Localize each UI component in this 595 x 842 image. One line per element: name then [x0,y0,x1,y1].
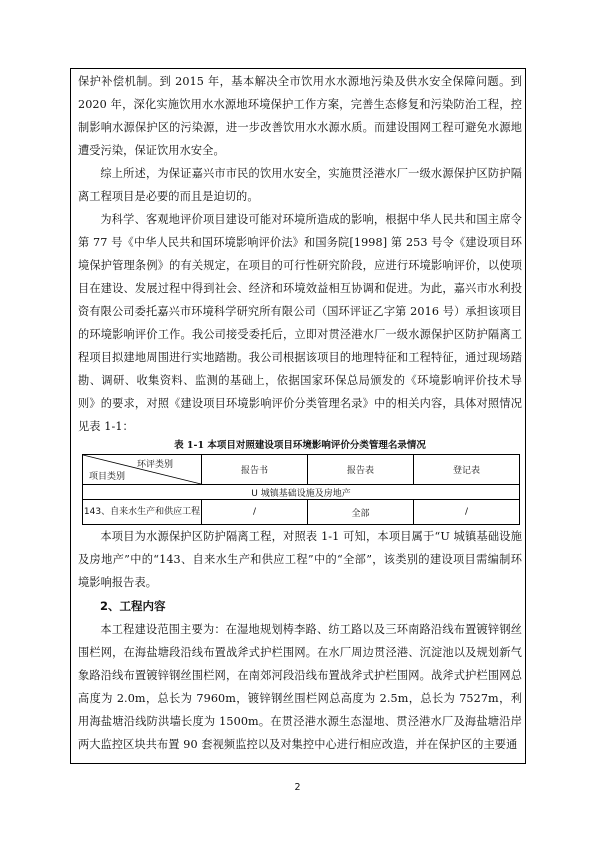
table-caption: 表 1-1 本项目对照建设项目环境影响评价分类管理名录情况 [174,440,426,451]
corner-label-top: 环评类别 [136,460,173,470]
table-item-name: 143、自来水生产和供应工程 [83,500,202,525]
table-header-row [83,455,520,485]
table-category-cell: U 城镇基础设施及房地产 [83,485,520,500]
table-row [83,500,520,525]
paragraph: 本工程建设范围主要为：在湿地规划梼李路、纺工路以及三环南路沿线布置镀锌钢丝围栏网，在海盐塘段沿线布置战斧式护栏围网。在水厂周边贯泾港、沉淀池以及规划新气象路沿线布置镀锌钢丝围栏网，在南郊河段沿线布置战斧式护栏围网。战斧式护栏围网总高度为 2.0m，总长为 7960m，镀锌钢丝围栏网总高度为 2.5m，总长为 7527m，利用海盐塘沿线防洪墙长度为 1500m。在贯泾港水源生态湿地、贯泾港水厂及海盐塘沿岸两大监控区块共布置 90 套视频监控以及对集控中心进行相应改造，并在保护区的主要通 [78,623,522,751]
table-header-cell: 报告表 [308,455,414,485]
table-header-cell: 登记表 [414,455,520,485]
classification-table [82,454,520,525]
table-category-row [83,485,520,500]
table-cell: 全部 [308,500,414,525]
paragraph: 综上所述，为保证嘉兴市市民的饮用水安全，实施贯泾港水厂一级水源保护区防护隔离工程项目是必要的而且是迫切的。 [78,167,522,203]
table-cell: / [414,500,520,525]
document-body [78,70,522,756]
paragraph: 保护补偿机制。到 2015 年，基本解决全市饮用水水源地污染及供水安全保障问题。到 2020 年，深化实施饮用水水源地环境保护工作方案，完善生态修复和污染防治工程，控制影响水源保护区的污染源，进一步改善饮用水水源水质。而建设围网工程可避免水源地遭受污染，保证饮用水安全。 [78,75,522,157]
paragraph: 为科学、客观地评价项目建设可能对环境所造成的影响，根据中华人民共和国主席令第 77 号《中华人民共和国环境影响评价法》和国务院[1998] 第 253 号令《建设项目环境保护管理条例》的有关规定，在项目的可行性研究阶段，应进行环境影响评价，以使项目在建设、发展过程中得到社会、经济和环境效益相互协调和促进。为此，嘉兴市水利投资有限公司委托嘉兴市环境科学研究所有限公司（国环评证乙字第 2016 号）承担该项目的环境影响评价工作。我公司接受委托后，立即对贯泾港水厂一级水源保护区防护隔离工程项目拟建地周围进行实地踏勘。我公司根据该项目的地理特征和工程特征，通过现场踏勘、调研、收集资料、监测的基础上，依据国家环保总局颁发的《环境影响评价技术导则》的要求，对照《建设项目环境影响评价分类管理名录》中的相关内容，具体对照情况见表 1-1： [78,213,522,433]
table-cell: / [202,500,308,525]
corner-label-bottom: 项目类别 [89,472,126,482]
table-header-cell: 报告书 [202,455,308,485]
paragraph: 本项目为水源保护区防护隔离工程，对照表 1-1 可知，本项目属于“U 城镇基础设施及房地产”中的“143、自来水生产和供应工程”中的“全部”，该类别的建设项目需编制环境影响报告表。 [78,530,522,589]
table-corner-cell [83,455,202,485]
page-number: 2 [294,782,301,793]
section-heading: 2、工程内容 [100,599,166,613]
